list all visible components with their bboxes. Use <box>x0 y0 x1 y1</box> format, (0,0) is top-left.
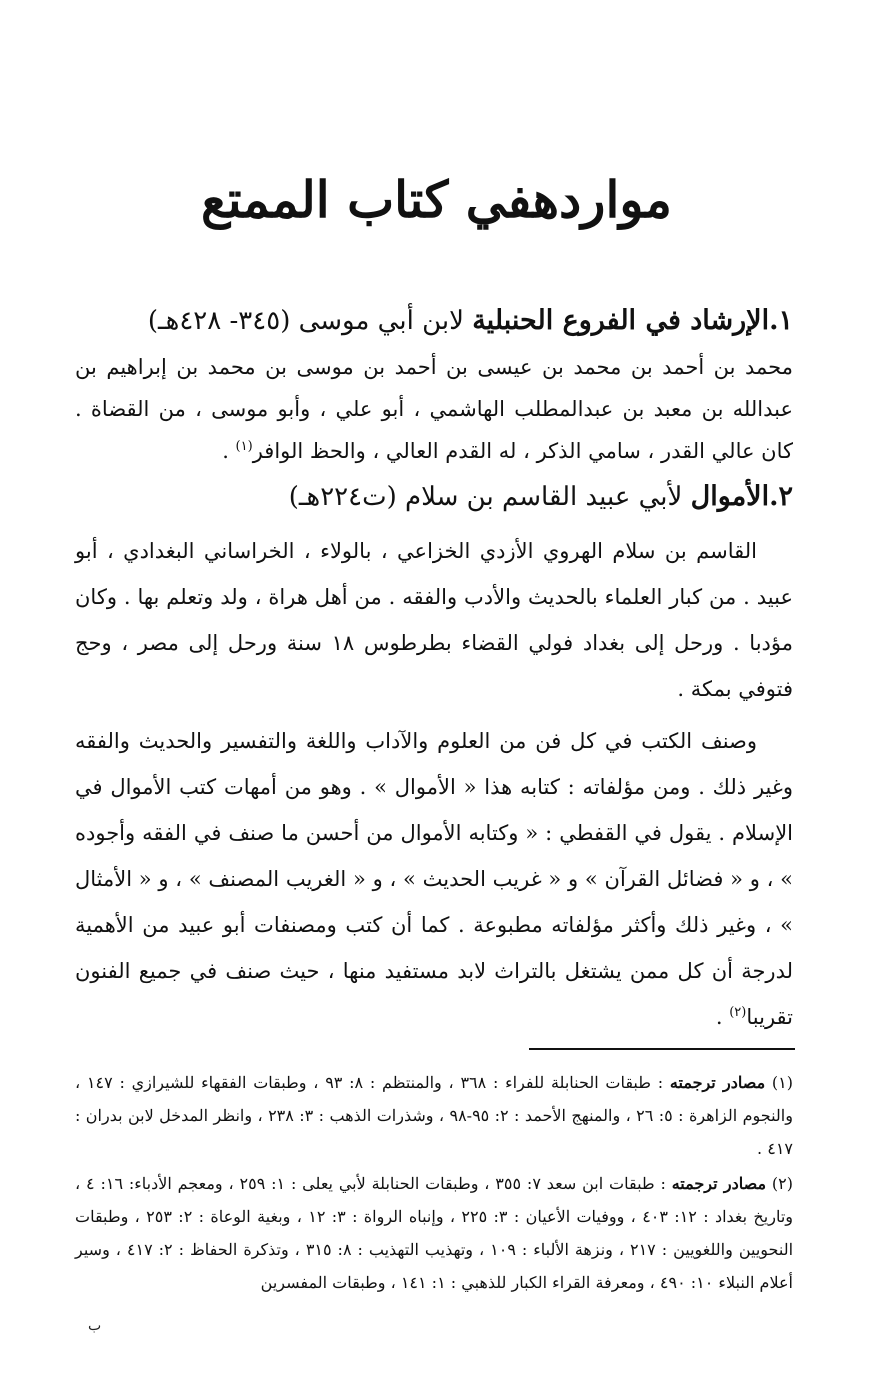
page-title: مواردهفي كتاب الممتع <box>201 170 672 229</box>
footnote-text: : طبقات الحنابلة للفراء : ٣٦٨ ، والمنتظم : ٨: ٩٣ ، وطبقات الفقهاء للشيرازي : ١٤٧ ، والنجوم الزاهرة : ٥: ٢٦ ، والمنهج الأحمد : ٢: ٩٥-٩٨ ، وشذرات الذهب : ٣: ٢٣٨ ، وانظر المدخل لابن بدران : ٤١٧ . <box>75 1073 793 1158</box>
footnote-text: : طبقات ابن سعد ٧: ٣٥٥ ، وطبقات الحنابلة لأبي يعلى : ١: ٢٥٩ ، ومعجم الأدباء: ١٦: ٤ ، وتاريخ بغداد : ١٢: ٤٠٣ ، ووفيات الأعيان : ٣: ٢٢٥ ، وإنباه الرواة : ٣: ١٢ ، وبغية الوعاة : ٢: ٢٥٣ ، وطبقات النحويين واللغويين : ٢١٧ ، ونزهة الألباء : ١٠٩ ، وتهذيب التهذيب : ٨: ٣١٥ ، وتذكرة الحفاظ : ٢: ٤١٧ ، وسير أعلام النبلاء ١٠: ٤٩٠ ، ومعرفة القراء الكبار للذهبي : ١: ١٤١ ، وطبقات المفسرين <box>75 1174 794 1292</box>
entry-book-title: الأموال <box>690 481 770 512</box>
entry-author: لابن أبي موسى (٣٤٥- ٤٢٨هـ) <box>147 306 464 336</box>
footnotes <box>75 1066 793 1301</box>
entry-author: لأبي عبيد القاسم بن سلام (ت٢٢٤هـ) <box>288 482 683 512</box>
footnote-label: مصادر ترجمته <box>669 1073 766 1092</box>
footnote <box>75 1167 793 1299</box>
footnote-divider <box>529 1048 795 1050</box>
entry-number: ١. <box>769 305 793 336</box>
entry-heading <box>75 296 793 346</box>
entry-paragraph: وصنف الكتب في كل فن من العلوم والآداب واللغة والتفسير والحديث والفقه وغير ذلك . ومن مؤلفاته : كتابه هذا « الأموال » . وهو من أمهات كتب الأموال في الإسلام . يقول في القفطي : « وكتابه الأموال من أحسن ما صنف في الفقه وأجوده » ، و « فضائل القرآن » و « غريب الحديث » ، و « الغريب المصنف » ، و « الأمثال » ، وغير ذلك وأكثر مؤلفاته مطبوعة . كما أن كتب ومصنفات أبو عبيد من الأهمية لدرجة أن كل ممن يشتغل بالتراث لابد مستفيد منها ، حيث صنف في جميع الفنون تقريبا$^{(٢)}$ . <box>75 729 793 1029</box>
entry-book-title: الإرشاد في الفروع الحنبلية <box>472 305 770 336</box>
entry-paragraph: محمد بن أحمد بن محمد بن عيسى بن أحمد بن موسى بن محمد بن إبراهيم بن عبدالله بن معبد بن عبدالمطلب الهاشمي ، أبو علي ، وأبو موسى ، من القضاة . كان عالي القدر ، سامي الذكر ، له القدم العالي ، والحظ الوافر$^{(١)}$ . <box>75 355 793 463</box>
main-text <box>75 296 793 1040</box>
entry-heading <box>75 472 793 522</box>
footnote-marker: (٢) <box>771 1174 793 1193</box>
paragraph-text: محمد بن أحمد بن محمد بن عيسى بن أحمد بن موسى بن محمد بن إبراهيم بن عبدالله بن معبد بن عبدالمطلب الهاشمي ، أبو علي ، وأبو موسى ، من القضاة . كان عالي القدر ، سامي الذكر ، له القدم العالي ، والحظ الوافر <box>75 355 793 463</box>
footnote-label: مصادر ترجمته <box>671 1174 767 1193</box>
page-catchword: ب <box>88 1318 102 1334</box>
footnote-ref: (١) <box>235 439 253 454</box>
footnote <box>75 1066 793 1165</box>
paragraph-text: وصنف الكتب في كل فن من العلوم والآداب واللغة والتفسير والحديث والفقه وغير ذلك . ومن مؤلفاته : كتابه هذا « الأموال » . وهو من أمهات كتب الأموال في الإسلام . يقول في القفطي : « وكتابه الأموال من أحسن ما صنف في الفقه وأجوده » ، و « فضائل القرآن » و « غريب الحديث » ، و « الغريب المصنف » ، و « الأمثال » ، وغير ذلك وأكثر مؤلفاته مطبوعة . كما أن كتب ومصنفات أبو عبيد من الأهمية لدرجة أن كل ممن يشتغل بالتراث لابد مستفيد منها ، حيث صنف في جميع الفنون تقريبا <box>75 729 793 1029</box>
footnote-marker: (١) <box>771 1073 794 1092</box>
entry-paragraph: القاسم بن سلام الهروي الأزدي الخزاعي ، بالولاء ، الخراساني البغدادي ، أبو عبيد . من كبار العلماء بالحديث والأدب والفقه . من أهل هراة ، ولد وتعلم بها . وكان مؤدبا . ورحل إلى بغداد فولي القضاء بطرطوس ١٨ سنة ورحل إلى مصر ، وحج فتوفي بمكة . <box>75 539 793 701</box>
entry-number: ٢. <box>769 481 793 512</box>
footnote-ref: (٢) <box>729 1005 747 1020</box>
